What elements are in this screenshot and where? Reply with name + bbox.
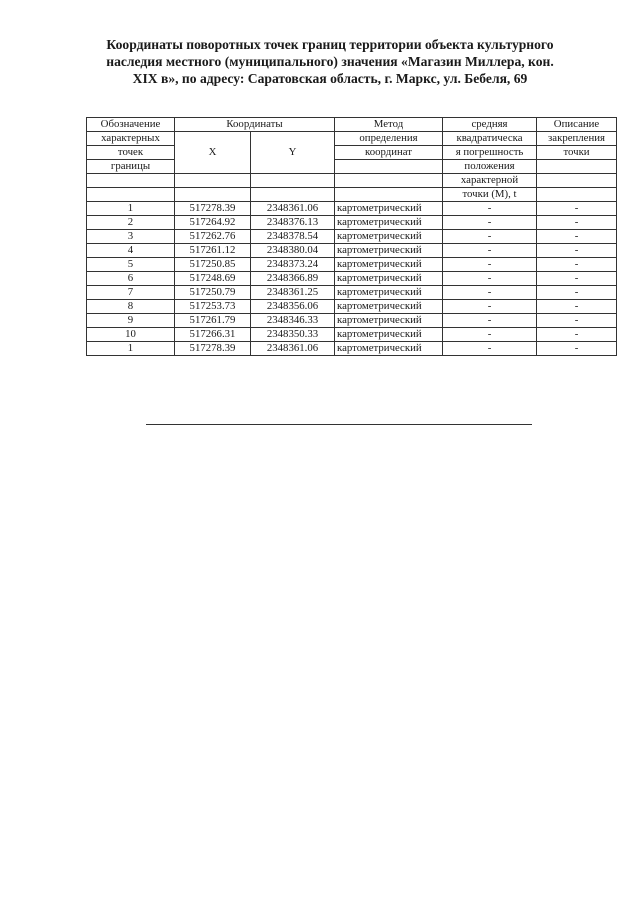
method-cell: картометрический bbox=[335, 342, 443, 356]
y-cell: 2348376.13 bbox=[251, 216, 335, 230]
error-cell: - bbox=[443, 342, 537, 356]
description-cell: - bbox=[537, 328, 617, 342]
x-cell: 517278.39 bbox=[175, 202, 251, 216]
coordinates-table bbox=[86, 117, 617, 356]
description-cell: - bbox=[537, 342, 617, 356]
header-blank bbox=[537, 188, 617, 202]
table-row bbox=[87, 272, 617, 286]
description-cell: - bbox=[537, 286, 617, 300]
header-x: X bbox=[175, 132, 251, 174]
error-cell: - bbox=[443, 286, 537, 300]
y-cell: 2348378.54 bbox=[251, 230, 335, 244]
y-cell: 2348346.33 bbox=[251, 314, 335, 328]
header-blank bbox=[537, 174, 617, 188]
table-row bbox=[87, 328, 617, 342]
header-method: Метод bbox=[335, 118, 443, 132]
title-line: XIX в», по адресу: Саратовская область, г. Маркс, ул. Бебеля, 69 bbox=[132, 71, 528, 86]
point-cell: 8 bbox=[87, 300, 175, 314]
table-row bbox=[87, 258, 617, 272]
header-designation: границы bbox=[87, 160, 175, 174]
error-cell: - bbox=[443, 244, 537, 258]
x-cell: 517266.31 bbox=[175, 328, 251, 342]
y-cell: 2348373.24 bbox=[251, 258, 335, 272]
header-designation: характерных bbox=[87, 132, 175, 146]
coordinates-table-container bbox=[86, 117, 616, 356]
document-title bbox=[60, 36, 600, 87]
table-row bbox=[87, 300, 617, 314]
x-cell: 517250.85 bbox=[175, 258, 251, 272]
point-cell: 7 bbox=[87, 286, 175, 300]
error-cell: - bbox=[443, 202, 537, 216]
x-cell: 517278.39 bbox=[175, 342, 251, 356]
description-cell: - bbox=[537, 258, 617, 272]
x-cell: 517262.76 bbox=[175, 230, 251, 244]
x-cell: 517261.79 bbox=[175, 314, 251, 328]
title-line: Координаты поворотных точек границ территории объекта культурного bbox=[106, 37, 554, 52]
header-coordinates: Координаты bbox=[175, 118, 335, 132]
method-cell: картометрический bbox=[335, 314, 443, 328]
header-blank bbox=[87, 188, 175, 202]
method-cell: картометрический bbox=[335, 300, 443, 314]
header-blank bbox=[335, 188, 443, 202]
y-cell: 2348361.06 bbox=[251, 342, 335, 356]
header-y: Y bbox=[251, 132, 335, 174]
table-row bbox=[87, 286, 617, 300]
error-cell: - bbox=[443, 258, 537, 272]
header-description: Описание bbox=[537, 118, 617, 132]
description-cell: - bbox=[537, 272, 617, 286]
error-cell: - bbox=[443, 272, 537, 286]
header-blank bbox=[251, 174, 335, 188]
method-cell: картометрический bbox=[335, 258, 443, 272]
x-cell: 517248.69 bbox=[175, 272, 251, 286]
title-line: наследия местного (муниципального) значения «Магазин Миллера, кон. bbox=[106, 54, 554, 69]
point-cell: 6 bbox=[87, 272, 175, 286]
header-method: координат bbox=[335, 146, 443, 160]
method-cell: картометрический bbox=[335, 230, 443, 244]
description-cell: - bbox=[537, 314, 617, 328]
header-description: закрепления bbox=[537, 132, 617, 146]
header-error: средняя bbox=[443, 118, 537, 132]
error-cell: - bbox=[443, 328, 537, 342]
x-cell: 517250.79 bbox=[175, 286, 251, 300]
table-row bbox=[87, 314, 617, 328]
y-cell: 2348366.89 bbox=[251, 272, 335, 286]
method-cell: картометрический bbox=[335, 202, 443, 216]
header-blank bbox=[175, 188, 251, 202]
method-cell: картометрический bbox=[335, 328, 443, 342]
table-header bbox=[87, 118, 617, 202]
y-cell: 2348361.06 bbox=[251, 202, 335, 216]
x-cell: 517264.92 bbox=[175, 216, 251, 230]
point-cell: 9 bbox=[87, 314, 175, 328]
y-cell: 2348356.06 bbox=[251, 300, 335, 314]
description-cell: - bbox=[537, 202, 617, 216]
description-cell: - bbox=[537, 244, 617, 258]
method-cell: картометрический bbox=[335, 286, 443, 300]
header-description: точки bbox=[537, 146, 617, 160]
header-designation: Обозначение bbox=[87, 118, 175, 132]
x-cell: 517261.12 bbox=[175, 244, 251, 258]
separator-line bbox=[146, 424, 532, 425]
description-cell: - bbox=[537, 216, 617, 230]
header-blank bbox=[335, 174, 443, 188]
header-error: характерной bbox=[443, 174, 537, 188]
method-cell: картометрический bbox=[335, 272, 443, 286]
description-cell: - bbox=[537, 230, 617, 244]
table-row bbox=[87, 216, 617, 230]
table-row bbox=[87, 202, 617, 216]
header-method-blank bbox=[335, 160, 443, 174]
header-description-blank bbox=[537, 160, 617, 174]
y-cell: 2348361.25 bbox=[251, 286, 335, 300]
table-row bbox=[87, 244, 617, 258]
description-cell: - bbox=[537, 300, 617, 314]
header-error: положения bbox=[443, 160, 537, 174]
method-cell: картометрический bbox=[335, 216, 443, 230]
table-body bbox=[87, 202, 617, 356]
point-cell: 3 bbox=[87, 230, 175, 244]
point-cell: 1 bbox=[87, 202, 175, 216]
error-cell: - bbox=[443, 314, 537, 328]
method-cell: картометрический bbox=[335, 244, 443, 258]
point-cell: 2 bbox=[87, 216, 175, 230]
header-method: определения bbox=[335, 132, 443, 146]
y-cell: 2348380.04 bbox=[251, 244, 335, 258]
header-blank bbox=[87, 174, 175, 188]
point-cell: 5 bbox=[87, 258, 175, 272]
table-row bbox=[87, 230, 617, 244]
y-cell: 2348350.33 bbox=[251, 328, 335, 342]
header-error: точки (М), t bbox=[443, 188, 537, 202]
error-cell: - bbox=[443, 230, 537, 244]
header-error: квадратическа bbox=[443, 132, 537, 146]
point-cell: 1 bbox=[87, 342, 175, 356]
header-error: я погрешность bbox=[443, 146, 537, 160]
error-cell: - bbox=[443, 216, 537, 230]
point-cell: 10 bbox=[87, 328, 175, 342]
header-blank bbox=[175, 174, 251, 188]
point-cell: 4 bbox=[87, 244, 175, 258]
x-cell: 517253.73 bbox=[175, 300, 251, 314]
table-row bbox=[87, 342, 617, 356]
header-blank bbox=[251, 188, 335, 202]
error-cell: - bbox=[443, 300, 537, 314]
header-designation: точек bbox=[87, 146, 175, 160]
